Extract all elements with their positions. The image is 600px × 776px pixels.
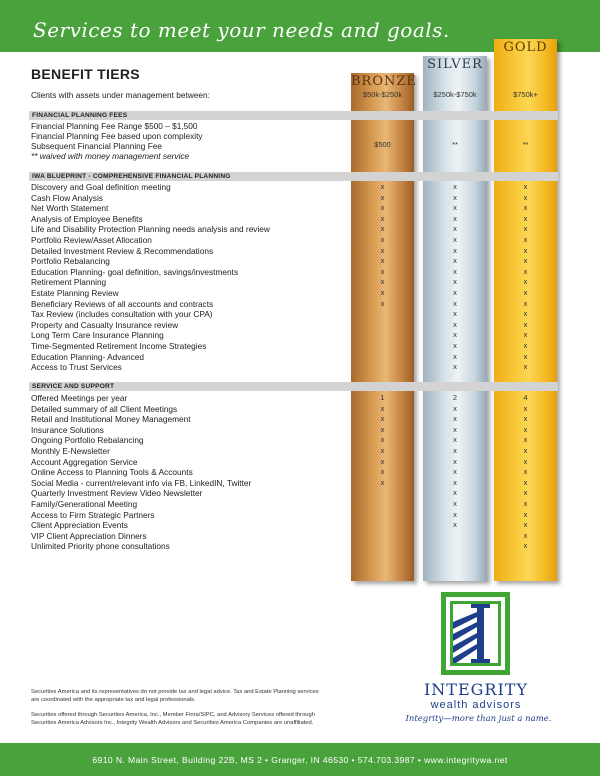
service-cell-bronze: x [380, 403, 385, 413]
blueprint-cell-bronze: x [380, 224, 385, 234]
service-cell-bronze: 1 [380, 393, 385, 402]
blueprint-row-label: Portfolio Review/Asset Allocation [31, 235, 152, 245]
service-cell-gold: 4 [523, 393, 528, 402]
service-cell-gold: x [523, 467, 528, 477]
blueprint-row-label: Net Worth Statement [31, 203, 109, 214]
service-cell-silver: x [453, 403, 457, 413]
service-row-label: Client Appreciation Events [31, 520, 128, 531]
blueprint-cell-gold: x [523, 341, 528, 350]
blueprint-row-label: Long Term Care Insurance Planning [31, 330, 164, 341]
service-cell-gold: x [523, 435, 528, 445]
blueprint-cell-silver: x [453, 298, 457, 308]
blueprint-cell-silver: x [453, 245, 457, 255]
blueprint-cell-gold: x [523, 245, 528, 255]
blueprint-cell-silver: x [453, 319, 457, 329]
service-cell-gold: x [523, 520, 528, 530]
service-row-label: Ongoing Portfolio Rebalancing [31, 435, 144, 446]
blueprint-cell-silver: x [453, 266, 457, 276]
blueprint-cell-bronze: x [380, 213, 385, 223]
blueprint-cell-gold: x [523, 203, 528, 213]
blueprint-cell-gold: x [523, 235, 528, 244]
blueprint-cell-gold: x [523, 319, 528, 329]
service-cell-silver: x [453, 488, 457, 498]
service-cell-bronze: x [380, 446, 385, 455]
page-title: BENEFIT TIERS [31, 66, 140, 82]
disclaimer-line: are coordinated with the appropriate tax and legal professionals. [31, 697, 196, 703]
fee-value-silver: ** [452, 140, 458, 149]
blueprint-cell-gold: x [523, 213, 528, 223]
assets-label: Clients with assets under management between: [31, 90, 210, 100]
blueprint-cell-gold: x [523, 288, 528, 297]
fee-line: Financial Planning Fee based upon complexity [31, 131, 203, 141]
section-header-blueprint: IWA BLUEPRINT - COMPREHENSIVE FINANCIAL PLANNING [29, 172, 558, 181]
service-cell-bronze: x [380, 414, 385, 424]
blueprint-cell-gold: x [523, 266, 528, 276]
service-cell-silver: x [453, 499, 457, 508]
blueprint-row-label: Analysis of Employee Benefits [31, 213, 143, 224]
service-cell-bronze: x [380, 435, 385, 445]
blueprint-cell-silver: x [453, 330, 457, 340]
integrity-logo-icon [441, 592, 510, 675]
service-cell-silver: x [453, 467, 457, 477]
service-row-label: Online Access to Planning Tools & Accounts [31, 467, 193, 478]
banner-tagline: Services to meet your needs and goals. [33, 18, 450, 42]
service-cell-bronze: x [380, 424, 385, 434]
blueprint-cell-silver: x [453, 341, 457, 350]
fee-note: ** waived with money management service [31, 151, 190, 161]
blueprint-row-label: Education Planning- Advanced [31, 351, 145, 362]
blueprint-cell-silver: x [453, 203, 457, 213]
tier-range-bronze: $50k-$250k [362, 90, 403, 99]
service-cell-silver: x [453, 435, 457, 445]
service-cell-gold: x [523, 509, 528, 519]
blueprint-row-label: Time-Segmented Retirement Income Strategies [31, 341, 207, 351]
service-cell-silver: x [453, 477, 457, 487]
blueprint-row-label: Life and Disability Protection Planning needs analysis and review [31, 224, 270, 235]
brand-subtitle: wealth advisors [430, 699, 522, 711]
blueprint-cell-silver: x [453, 256, 457, 266]
blueprint-cell-silver: x [453, 224, 457, 234]
blueprint-cell-gold: x [523, 309, 528, 319]
service-cell-bronze: x [380, 467, 385, 477]
service-cell-gold: x [523, 456, 528, 466]
tier-name-silver: SILVER [427, 57, 483, 72]
blueprint-cell-bronze: x [380, 266, 385, 276]
service-cell-silver: x [453, 446, 457, 455]
blueprint-cell-gold: x [523, 330, 528, 340]
service-cell-bronze: x [380, 477, 385, 487]
service-cell-gold: x [523, 530, 528, 540]
section-header-fees: FINANCIAL PLANNING FEES [29, 111, 558, 120]
section-header-service: SERVICE AND SUPPORT [29, 382, 558, 391]
blueprint-cell-silver: x [453, 288, 457, 297]
blueprint-cell-gold: x [523, 182, 528, 191]
blueprint-row-label: Discovery and Goal definition meeting [31, 182, 171, 192]
blueprint-cell-bronze: x [380, 256, 385, 266]
tier-name-gold: GOLD [503, 40, 548, 55]
blueprint-row-label: Retirement Planning [31, 277, 107, 288]
service-cell-silver: x [453, 424, 457, 434]
blueprint-cell-silver: x [453, 351, 457, 361]
service-row-label: Quarterly Investment Review Video Newsletter [31, 488, 203, 499]
blueprint-cell-bronze: x [380, 288, 385, 297]
blueprint-cell-bronze: x [380, 235, 385, 244]
blueprint-cell-gold: x [523, 351, 528, 361]
blueprint-cell-gold: x [523, 362, 528, 372]
blueprint-cell-bronze: x [380, 182, 385, 191]
tier-name-bronze: BRONZE [351, 74, 417, 89]
blueprint-cell-bronze: x [380, 203, 385, 213]
service-row-label: VIP Client Appreciation Dinners [31, 530, 147, 541]
service-row-label: Retail and Institutional Money Management [31, 414, 191, 425]
blueprint-row-label: Detailed Investment Review & Recommendations [31, 245, 214, 256]
blueprint-row-label: Portfolio Rebalancing [31, 256, 110, 267]
blueprint-cell-silver: x [453, 182, 457, 191]
service-cell-gold: x [523, 477, 528, 487]
service-cell-silver: 2 [452, 393, 458, 402]
service-cell-gold: x [523, 499, 528, 508]
fee-value-gold: ** [522, 140, 529, 149]
blueprint-cell-bronze: x [380, 192, 385, 202]
service-row-label: Family/Generational Meeting [31, 499, 138, 509]
blueprint-cell-bronze: x [380, 298, 385, 308]
fee-line: Subsequent Financial Planning Fee [31, 141, 162, 151]
service-cell-silver: x [453, 520, 457, 530]
blueprint-row-label: Property and Casualty Insurance review [31, 319, 179, 330]
blueprint-cell-silver: x [453, 277, 457, 287]
disclaimer-line: Securities America Advisors Inc., Integrity Wealth Advisors and Securities America Companies are unaffiliated. [31, 720, 314, 726]
service-row-label: Access to Firm Strategic Partners [31, 509, 155, 520]
service-cell-gold: x [523, 414, 528, 424]
tier-range-gold: $750k+ [513, 90, 538, 99]
service-cell-gold: x [523, 541, 528, 551]
blueprint-cell-gold: x [523, 256, 528, 266]
blueprint-row-label: Education Planning- goal definition, savings/investments [31, 266, 239, 277]
blueprint-row-label: Tax Review (includes consultation with your CPA) [31, 309, 213, 320]
service-row-label: Insurance Solutions [31, 424, 104, 435]
service-row-label: Offered Meetings per year [31, 393, 128, 403]
footer-bar [0, 743, 600, 776]
service-cell-gold: x [523, 446, 528, 455]
service-row-label: Unlimited Priority phone consultations [31, 541, 170, 552]
brand-name: INTEGRITY [423, 680, 529, 699]
service-cell-gold: x [523, 488, 528, 498]
blueprint-cell-gold: x [523, 298, 528, 308]
service-row-label: Detailed summary of all Client Meetings [31, 403, 178, 414]
fee-line: Financial Planning Fee Range $500 – $1,500 [31, 121, 198, 131]
blueprint-cell-gold: x [523, 224, 528, 234]
tier-range-silver: $250k-$750k [433, 90, 477, 99]
blueprint-cell-bronze: x [380, 277, 385, 287]
disclaimer-line: Securities offered through Securities America, Inc., Member Finra/SIPC, and Advisory Services offered through [31, 712, 315, 718]
blueprint-row-label: Access to Trust Services [31, 362, 122, 373]
blueprint-cell-silver: x [453, 362, 457, 372]
blueprint-row-label: Cash Flow Analysis [31, 192, 103, 203]
blueprint-cell-silver: x [453, 235, 457, 244]
service-cell-silver: x [453, 456, 457, 466]
blueprint-cell-silver: x [453, 213, 457, 223]
disclaimer-line: Securities America and its representatives do not provide tax and legal advice. Tax and Estate Planning services [31, 689, 319, 695]
blueprint-cell-gold: x [523, 277, 528, 287]
blueprint-row-label: Estate Planning Review [31, 288, 119, 298]
footer-contact: 6910 N. Main Street, Building 22B, MS 2 • Granger, IN 46530 • 574.703.3987 • www.integritywa.net [92, 755, 508, 765]
blueprint-cell-silver: x [453, 192, 457, 202]
service-cell-silver: x [453, 509, 457, 519]
blueprint-cell-gold: x [523, 192, 528, 202]
service-row-label: Monthly E-Newsletter [31, 446, 110, 456]
service-row-label: Social Media - current/relevant info via FB, LinkedIN, Twitter [31, 477, 252, 488]
service-row-label: Account Aggregation Service [31, 456, 138, 467]
service-cell-silver: x [453, 414, 457, 424]
service-cell-gold: x [523, 403, 528, 413]
blueprint-row-label: Beneficiary Reviews of all accounts and contracts [31, 298, 214, 309]
blueprint-cell-bronze: x [380, 245, 385, 255]
brand-tagline: Integrity—more than just a name. [405, 714, 552, 724]
fee-value-bronze: $500 [374, 140, 391, 149]
service-cell-gold: x [523, 424, 528, 434]
blueprint-cell-silver: x [453, 309, 457, 319]
service-cell-bronze: x [380, 456, 385, 466]
